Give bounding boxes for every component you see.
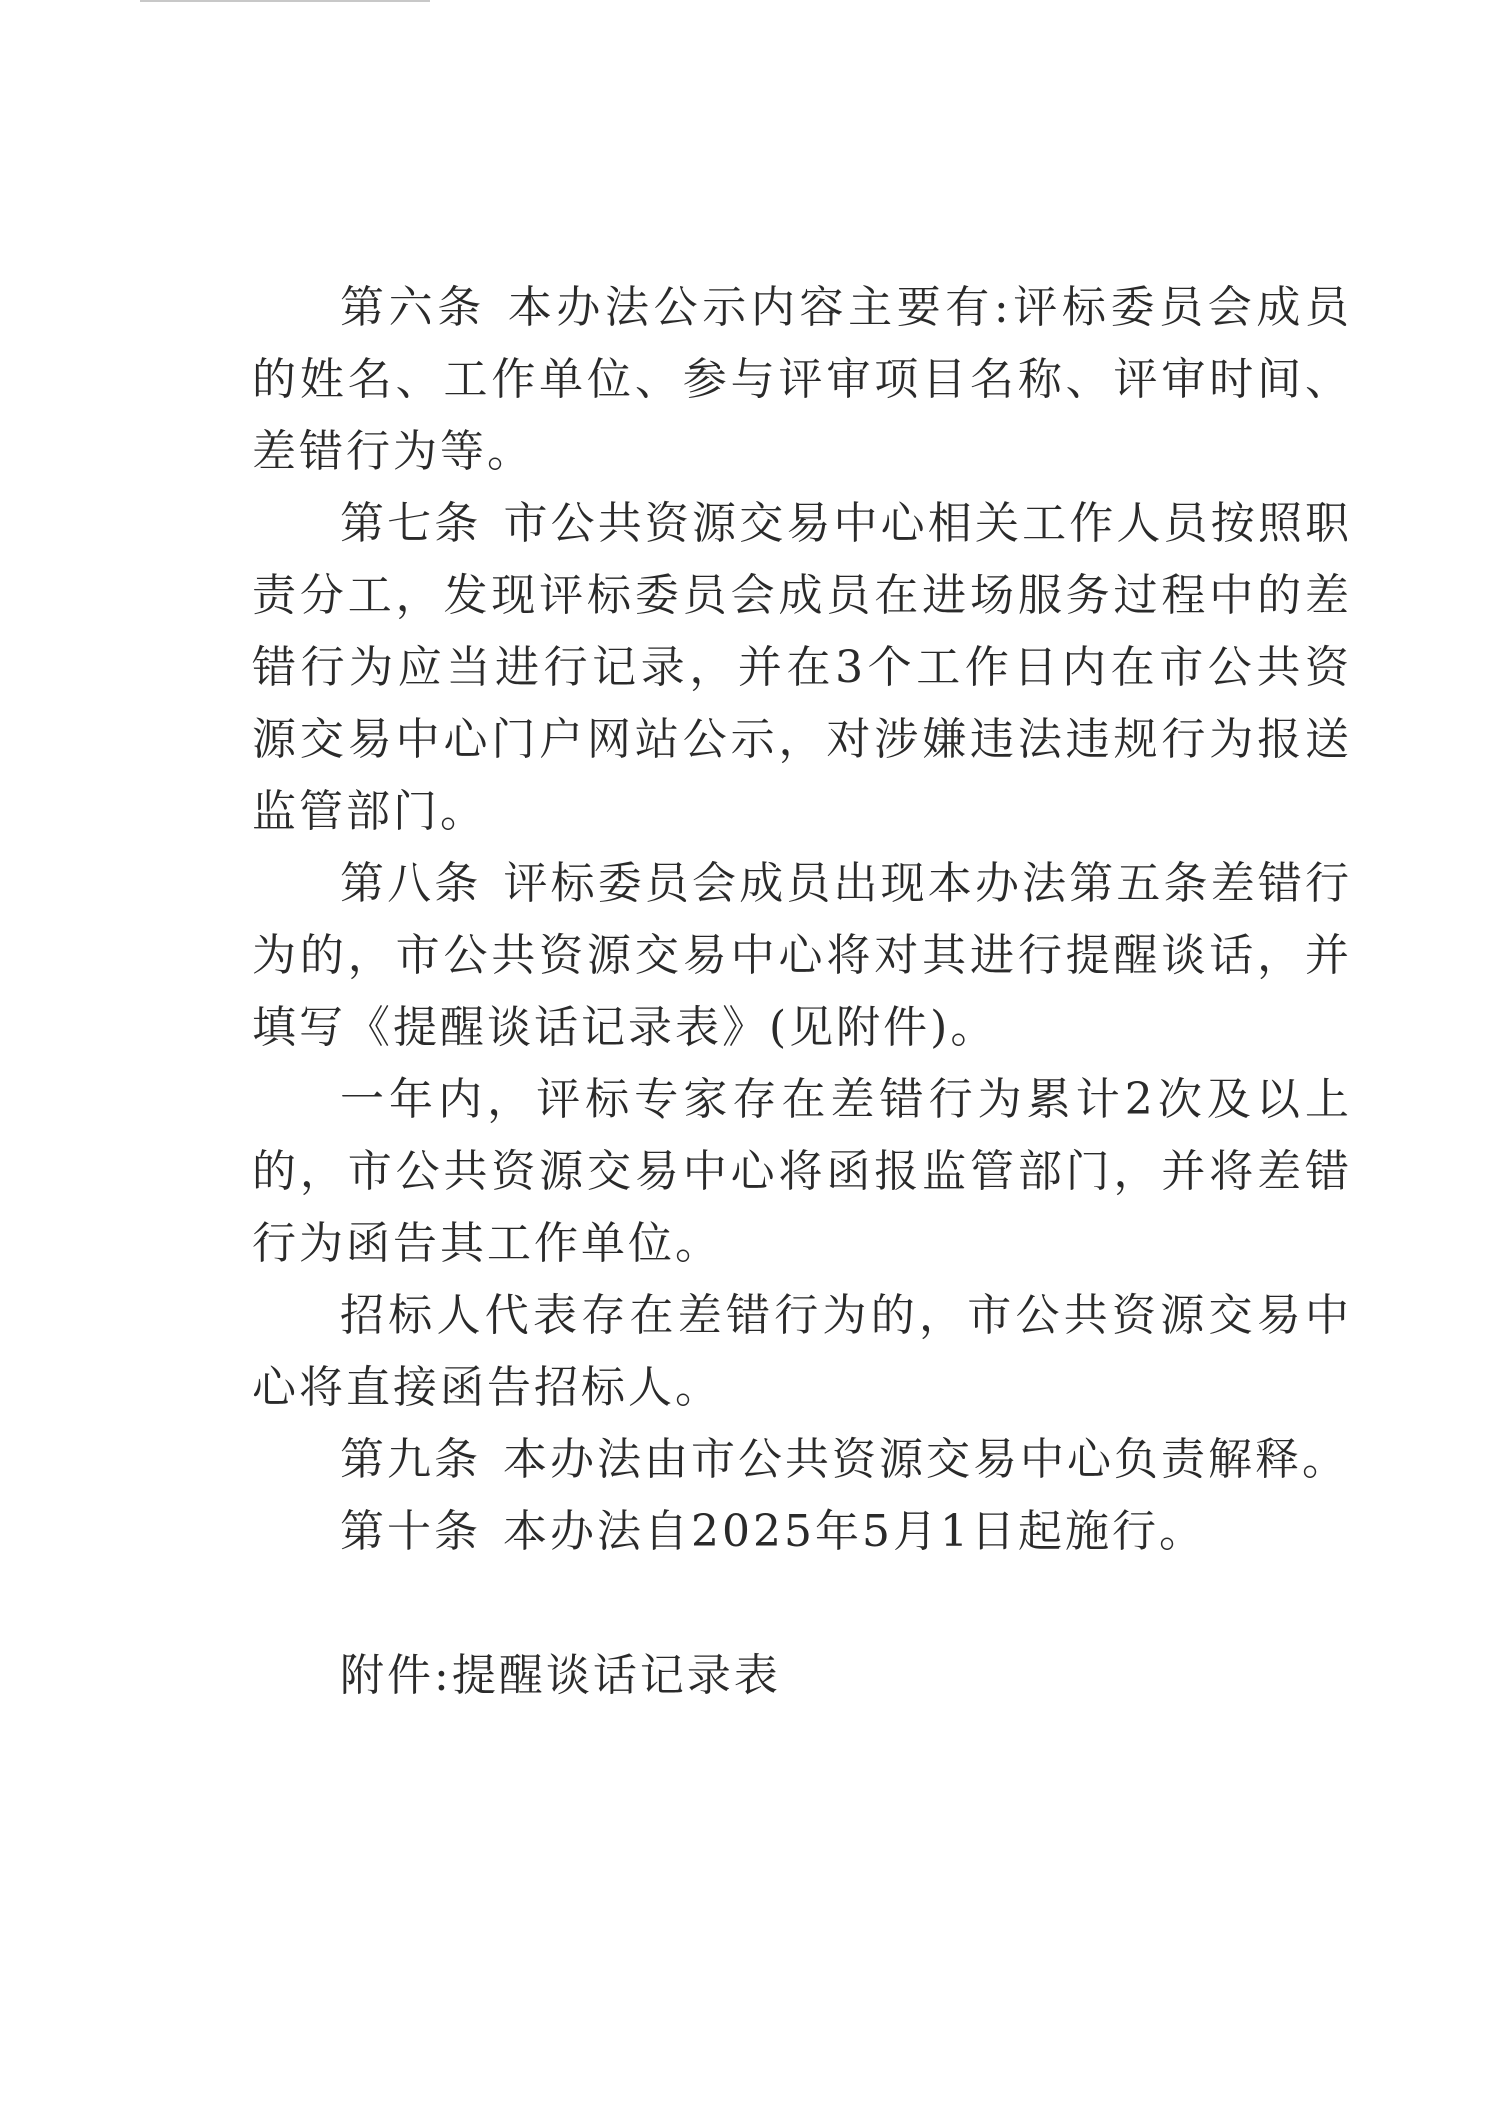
article-10-text: 本办法自2025年5月1日起施行。 [503, 1506, 1206, 1557]
article-10-paragraph [252, 1496, 1352, 1568]
attachment-note: 附件:提醒谈话记录表 [340, 1650, 781, 1701]
article-8-paragraph-3 [252, 1280, 1352, 1424]
article-9-paragraph [252, 1424, 1352, 1496]
article-7-heading: 第七条 [340, 498, 482, 549]
document-body [252, 272, 1352, 1712]
article-10-heading: 第十条 [340, 1506, 481, 1557]
article-8-heading: 第八条 [340, 858, 482, 909]
article-8-paragraph-3-text: 招标人代表存在差错行为的，市公共资源交易中心将直接函告招标人。 [252, 1290, 1352, 1413]
article-8-text: 评标委员会成员出现本办法第五条差错行为的，市公共资源交易中心将对其进行提醒谈话，并填写《提醒谈话记录表》(见附件)。 [252, 858, 1353, 1053]
article-6-heading: 第六条 [340, 282, 486, 333]
article-9-text: 本办法由市公共资源交易中心负责解释。 [503, 1434, 1349, 1485]
article-8-paragraph [252, 848, 1352, 1064]
article-7-text: 市公共资源交易中心相关工作人员按照职责分工，发现评标委员会成员在进场服务过程中的差错行为应当进行记录，并在3个工作日内在市公共资源交易中心门户网站公示，对涉嫌违法违规行为报送监管部门。 [252, 498, 1353, 837]
article-9-heading: 第九条 [340, 1434, 481, 1485]
article-6-text: 本办法公示内容主要有:评标委员会成员的姓名、工作单位、参与评审项目名称、评审时间、差错行为等。 [252, 282, 1352, 477]
article-6-paragraph [252, 272, 1352, 488]
scan-edge-line [140, 0, 430, 2]
article-7-paragraph [252, 488, 1352, 848]
article-8-paragraph-2 [252, 1064, 1352, 1280]
article-8-paragraph-2-text: 一年内，评标专家存在差错行为累计2次及以上的，市公共资源交易中心将函报监管部门，并将差错行为函告其工作单位。 [252, 1074, 1352, 1269]
